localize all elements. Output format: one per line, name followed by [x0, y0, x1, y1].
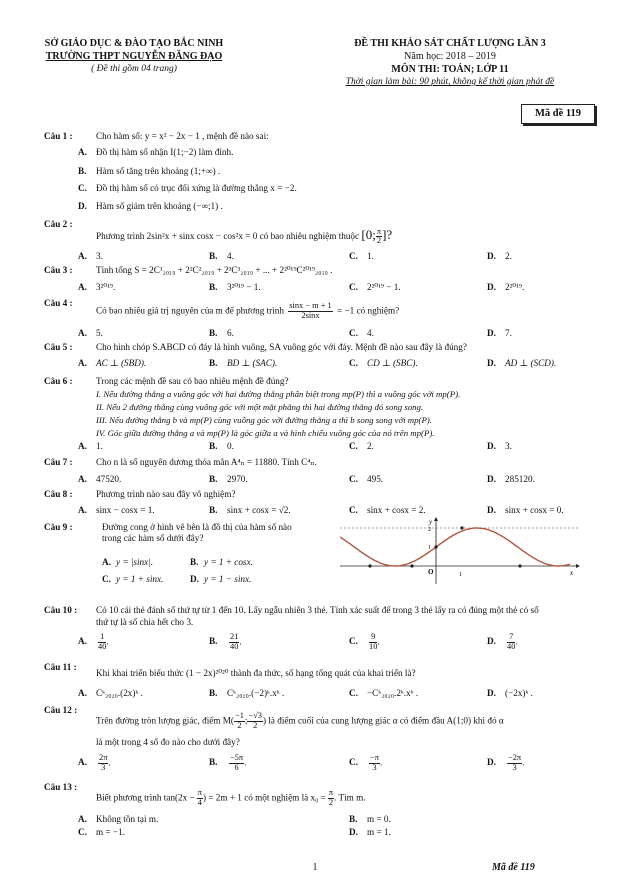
question-text: Biết phương trình tan(2x − $\frac{\pi}{4}$ ) = 2m + 1 có một nghiệm là x₀ = $\frac{\pi}{2}$ . Tìm m. — [96, 788, 366, 807]
option-b[interactable]: B. 0. — [209, 441, 234, 451]
question-label: Câu 13 : — [44, 782, 78, 792]
zero-point — [368, 564, 371, 567]
question-label: Câu 4 : — [44, 298, 73, 308]
question-label: Câu 7 : — [44, 457, 73, 467]
option-a[interactable]: A. 3²⁰¹⁹. — [78, 282, 116, 292]
option-b[interactable]: B. Cᵏ₂₀₂₀.(−2)ᵏ.xᵏ . — [209, 688, 285, 698]
option-c[interactable]: C. CD ⊥ (SBC). — [349, 358, 418, 368]
option-c[interactable]: C. $\frac{-\pi}{3}$ . — [349, 753, 383, 772]
exam-code: Mã đề 119 — [534, 108, 582, 119]
option-c[interactable]: C. y = 1 + sinx. — [102, 574, 164, 584]
statement: I. Nếu đường thẳng a vuông góc với hai đường thẳng phân biệt trong mp(P) thì a vuông góc với mp(P). — [96, 389, 461, 399]
origin-label: O — [428, 568, 434, 576]
question-text: Cho hàm số: y = x² − 2x − 1 , mệnh đề nào sai: — [96, 131, 269, 141]
question-text-cont: thứ tự là số chia hết cho 3. — [96, 617, 194, 627]
question-text: Đường cong ở hình vẽ bên là đồ thị của hàm số nào — [102, 522, 292, 532]
question-text-cont: trong các hàm số dưới đây? — [102, 533, 204, 543]
option-d[interactable]: D. 7. — [487, 328, 512, 338]
option-c[interactable]: C. 495. — [349, 474, 384, 484]
option-a[interactable]: A. AC ⊥ (SBD). — [78, 358, 147, 368]
question-label: Câu 9 : — [44, 522, 73, 532]
x-tick-1: 1 — [459, 572, 462, 578]
option-c[interactable]: C. $\frac{9}{10}$ . — [349, 632, 380, 651]
option-d[interactable]: D. $\frac{7}{40}$ . — [487, 632, 518, 651]
question-text: Có 10 cái thẻ đánh số thứ tự từ 1 đến 10. Lấy ngẫu nhiên 3 thẻ. Tính xác suất để trong 3 thẻ lấy ra có đúng một thẻ có số — [96, 605, 539, 615]
option-a[interactable]: A. 3. — [78, 251, 103, 261]
question-text-cont: là một trong 4 số đo nào cho dưới đây? — [96, 737, 240, 747]
x-axis-label: x — [570, 569, 574, 577]
exam-code-box — [521, 104, 595, 124]
question-label: Câu 11 : — [44, 662, 77, 672]
option-c[interactable]: C. 1. — [349, 251, 374, 261]
option-a[interactable]: A. Đồ thị hàm số nhận I(1;−2) làm đỉnh. — [78, 147, 234, 157]
option-a[interactable]: A. $\frac{2\pi}{3}$ . — [78, 753, 111, 772]
option-a[interactable]: A. 1. — [78, 441, 103, 451]
zero-point — [518, 564, 521, 567]
option-c[interactable]: C. m = −1. — [78, 827, 125, 837]
option-b[interactable]: B. 4. — [209, 251, 234, 261]
question-label: Câu 1 : — [44, 131, 73, 141]
question-text: Cho n là số nguyên dương thỏa mãn A⁴ₙ = 11880. Tính C⁴ₙ. — [96, 457, 317, 467]
school-year: Năm học: 2018 – 2019 — [404, 51, 496, 62]
time-note: Thời gian làm bài: 90 phút, không kể thời gian phát đề — [345, 77, 555, 87]
option-c[interactable]: C. 4. — [349, 328, 374, 338]
question-text: Có bao nhiêu giá trị nguyên của m để phương trình $\frac{\sin x - m + 1}{2\sin x}$ = −1 có nghiệm? — [96, 301, 400, 320]
option-a[interactable]: A. 5. — [78, 328, 103, 338]
option-d[interactable]: D. 285120. — [487, 474, 535, 484]
option-c[interactable]: C. 2. — [349, 441, 374, 451]
option-a[interactable]: A. $\frac{1}{40}$ . — [78, 632, 109, 651]
subject: MÔN THI: TOÁN; LỚP 11 — [391, 64, 509, 75]
option-d[interactable]: D. 2²⁰¹⁹. — [487, 282, 525, 292]
question-label: Câu 3 : — [44, 265, 73, 275]
option-b[interactable]: B. 3²⁰¹⁹ − 1. — [209, 282, 261, 292]
y-tick-1: 1 — [428, 545, 431, 551]
footer-exam-code: Mã đề 119 — [492, 862, 535, 873]
department-name: SỞ GIÁO DỤC & ĐÀO TẠO BẮC NINH — [44, 38, 224, 49]
option-d[interactable]: D. sinx + cosx = 0. — [487, 505, 564, 515]
option-c[interactable]: C. sinx + cosx = 2. — [349, 505, 426, 515]
question-text: Trong các mệnh đề sau có bao nhiêu mệnh đề đúng? — [96, 376, 289, 386]
y-axis-label: y — [429, 518, 433, 526]
option-b[interactable]: B. $\frac{21}{40}$ . — [209, 632, 242, 651]
question-text: Trên đường tròn lượng giác, điểm M( $\frac{-1}{2}$ ; $\frac{-√3}{2}$ ) là điểm cuối của cung lượng giác α có điểm đầu A(1;0) khi đó α — [96, 711, 504, 730]
option-b[interactable]: B. 2970. — [209, 474, 248, 484]
statement: II. Nếu 2 đường thẳng cùng vuông góc với một mặt phẳng thì hai đường thẳng đó song song. — [96, 402, 424, 412]
question-label: Câu 2 : — [44, 219, 73, 229]
question-text: Tính tổng S = 2C¹₂₀₁₉ + 2²C²₂₀₁₉ + 2³C³₂₀₁₉ + ... + 2²⁰¹⁹C²⁰¹⁹₂₀₁₉ . — [96, 265, 333, 275]
option-b[interactable]: B. BD ⊥ (SAC). — [209, 358, 278, 368]
option-d[interactable]: D. Hàm số giảm trên khoảng (−∞;1) . — [78, 201, 223, 211]
question-label: Câu 12 : — [44, 705, 78, 715]
option-d[interactable]: D. 3. — [487, 441, 512, 451]
option-a[interactable]: A. 47520. — [78, 474, 122, 484]
y-tick-2: 2 — [428, 527, 431, 533]
option-c[interactable]: C. −Cᵏ₂₀₂₀.2ᵏ.xᵏ . — [349, 688, 419, 698]
option-b[interactable]: B. sinx + cosx = √2. — [209, 505, 291, 515]
option-b[interactable]: B. 6. — [209, 328, 234, 338]
zero-point — [410, 564, 413, 567]
question-label: Câu 6 : — [44, 376, 73, 386]
exam-title: ĐỀ THI KHẢO SÁT CHẤT LƯỢNG LẦN 3 — [354, 38, 546, 49]
option-b[interactable]: B. $\frac{-5\pi}{6}$ . — [209, 753, 247, 772]
curve-y-eq-1-plus-sinx — [340, 528, 570, 566]
option-b[interactable]: B. Hàm số tăng trên khoảng (1;+∞) . — [78, 166, 221, 176]
option-d[interactable]: D. m = 1. — [349, 827, 391, 837]
school-name: TRƯỜNG THPT NGUYỄN ĐĂNG ĐẠO — [45, 51, 223, 62]
max-point — [460, 526, 463, 529]
sine-graph-figure — [340, 516, 580, 588]
question-label: Câu 5 : — [44, 342, 73, 352]
statement: III. Nếu đường thẳng b và mp(P) cùng vuông góc với đường thẳng a thì b song song với mp(P). — [96, 415, 432, 425]
graph-gridlines — [340, 524, 580, 566]
question-label: Câu 10 : — [44, 605, 78, 615]
y-intercept-point — [434, 545, 437, 548]
statement: IV. Góc giữa đường thẳng a và mp(P) là góc giữa a và hình chiếu vuông góc của nó trên mp(P). — [96, 428, 435, 438]
option-d[interactable]: D. 2. — [487, 251, 512, 261]
option-b[interactable]: B. m = 0. — [349, 814, 391, 824]
option-a[interactable]: A. y = |sinx|. — [102, 557, 154, 567]
option-d[interactable]: D. y = 1 − sinx. — [190, 574, 252, 584]
option-b[interactable]: B. y = 1 + cosx. — [190, 557, 253, 567]
page-number: 1 — [312, 862, 318, 873]
option-d[interactable]: D. $\frac{-2\pi}{3}$ . — [487, 753, 525, 772]
pages-note: ( Đề thi gồm 04 trang) — [91, 64, 177, 74]
option-d[interactable]: D. AD ⊥ (SCD). — [487, 358, 557, 368]
option-a[interactable]: A. Không tồn tại m. — [78, 814, 159, 824]
option-a[interactable]: A. Cᵏ₂₀₂₀.(2x)ᵏ . — [78, 688, 143, 698]
x-axis-arrow — [576, 564, 580, 568]
question-label: Câu 8 : — [44, 489, 73, 499]
y-axis-arrow — [434, 517, 438, 521]
option-d[interactable]: D. (−2x)ᵏ . — [487, 688, 533, 698]
option-a[interactable]: A. sinx − cosx = 1. — [78, 505, 155, 515]
option-c[interactable]: C. Đồ thị hàm số có trục đối xứng là đường thẳng x = −2. — [78, 183, 297, 193]
option-c[interactable]: C. 2²⁰¹⁹ − 1. — [349, 282, 401, 292]
question-text: Phương trình 2sin²x + sinx cosx − cos²x = 0 có bao nhiêu nghiệm thuộc [0; $\frac{\pi}{2}$ ]? — [96, 226, 393, 246]
question-text: Khi khai triển biểu thức (1 − 2x)²⁰²⁰ thành đa thức, số hạng tổng quát của khai triển là? — [96, 668, 416, 678]
question-text: Phương trình nào sau đây vô nghiệm? — [96, 489, 236, 499]
question-text: Cho hình chóp S.ABCD có đáy là hình vuông, SA vuông góc với đáy. Mệnh đề nào sau đây là đúng? — [96, 342, 467, 352]
